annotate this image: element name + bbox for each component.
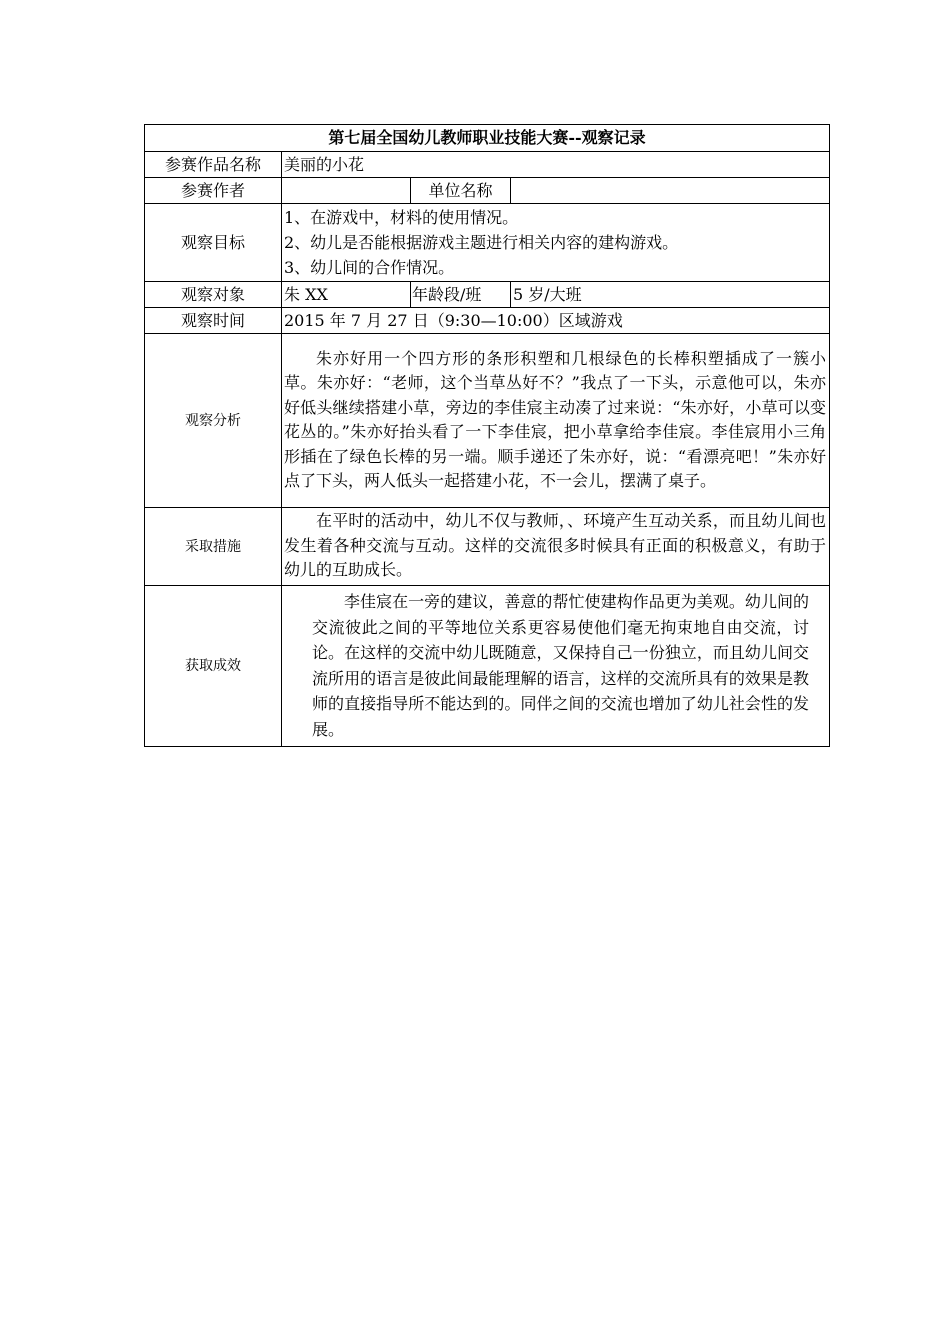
time-label: 观察时间 (145, 308, 282, 334)
age-group-value: 5 岁/大班 (511, 282, 830, 308)
analysis-text: 朱亦好用一个四方形的条形积塑和几根绿色的长棒积塑插成了一簇小草。朱亦好：“老师，这个当草丛好不？”我点了一下头，示意他可以，朱亦好低头继续搭建小草，旁边的李佳宸主动凑了过来说：“朱亦好，小草可以变花丛的。”朱亦好抬头看了一下李佳宸，把小草拿给李佳宸。李佳宸用小三角形插在了绿色长棒的另一端。顺手递还了朱亦好，说：“看漂亮吧！”朱亦好点了下头，两人低头一起搭建小花，不一会儿，摆满了桌子。 (282, 334, 830, 508)
age-group-label: 年龄段/班 (411, 282, 511, 308)
author-value (282, 178, 411, 204)
results-label: 获取成效 (145, 586, 282, 747)
results-text: 李佳宸在一旁的建议，善意的帮忙使建构作品更为美观。幼儿间的交流彼此之间的平等地位关系更容易使他们毫无拘束地自由交流，讨论。在这样的交流中幼儿既随意，又保持自己一份独立，而且幼儿间交流所用的语言是彼此间最能理解的语言，这样的交流所具有的效果是教师的直接指导所不能达到的。同伴之间的交流也增加了幼儿社会性的发展。 (282, 586, 830, 747)
measures-text: 在平时的活动中，幼儿不仅与教师，、环境产生互动关系，而且幼儿间也发生着各种交流与互动。这样的交流很多时候具有正面的积极意义，有助于幼儿的互助成长。 (282, 508, 830, 586)
table-title: 第七届全国幼儿教师职业技能大赛--观察记录 (145, 125, 830, 152)
analysis-label: 观察分析 (145, 334, 282, 508)
measures-label: 采取措施 (145, 508, 282, 586)
time-value: 2015 年 7 月 27 日（9:30—10:00）区域游戏 (282, 308, 830, 334)
author-label: 参赛作者 (145, 178, 282, 204)
subject-label: 观察对象 (145, 282, 282, 308)
observation-record-sheet (144, 124, 829, 747)
unit-name-value (511, 178, 830, 204)
goal-label: 观察目标 (145, 204, 282, 282)
goal-item: 1、在游戏中，材料的使用情况。 (284, 208, 519, 227)
observation-record-table (144, 124, 830, 747)
work-name-value: 美丽的小花 (282, 152, 830, 178)
goal-list (282, 204, 830, 282)
unit-name-label: 单位名称 (411, 178, 511, 204)
subject-value: 朱 XX (282, 282, 411, 308)
goal-item: 2、幼儿是否能根据游戏主题进行相关内容的建构游戏。 (284, 233, 679, 252)
work-name-label: 参赛作品名称 (145, 152, 282, 178)
goal-item: 3、幼儿间的合作情况。 (284, 258, 455, 277)
